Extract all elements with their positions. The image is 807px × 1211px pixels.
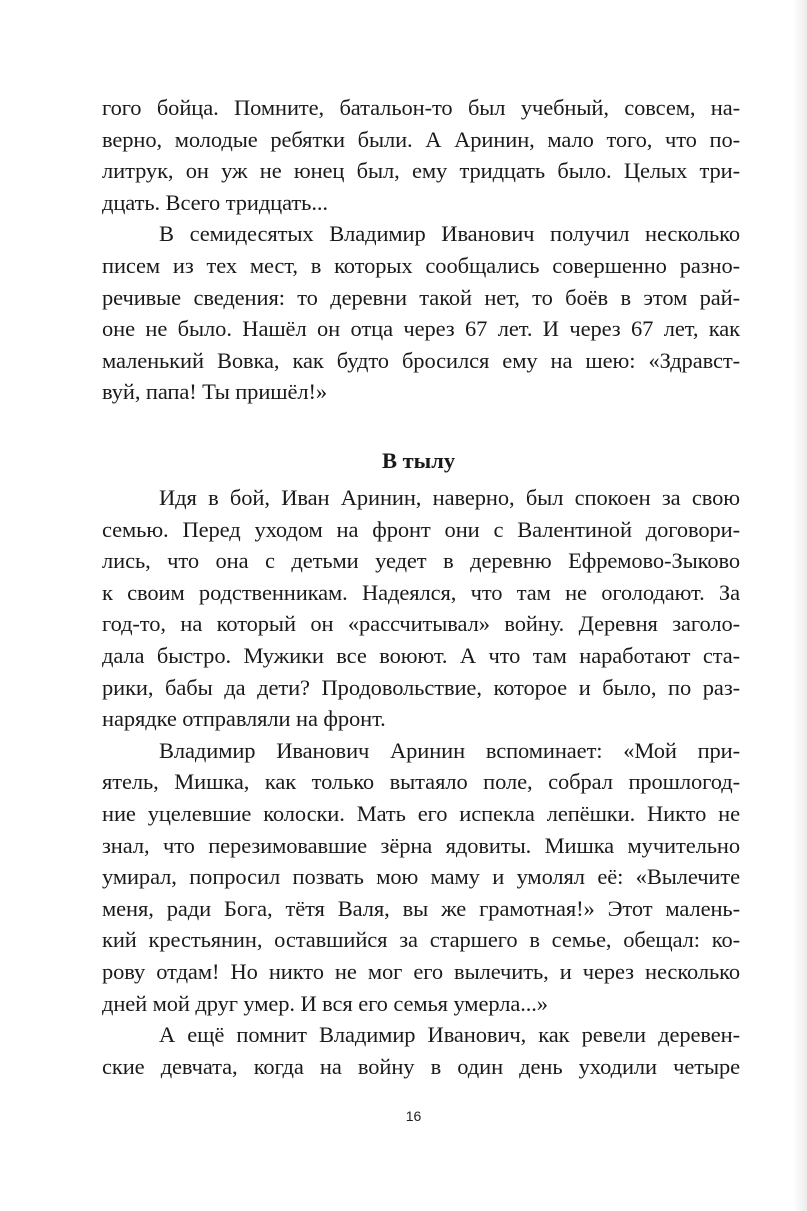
text-line: лись, что она с детьми уедет в деревню Ефремово-Зыково xyxy=(102,548,740,574)
text-block-bottom xyxy=(102,482,740,1082)
text-line: ские девчата, когда на войну в один день уходили четыре xyxy=(102,1053,740,1079)
text-line: кий крестьянин, оставшийся за старшего в семье, обещал: ко- xyxy=(102,927,740,953)
text-line: знал, что перезимовавшие зёрна ядовиты. Мишка мучительно xyxy=(102,832,740,858)
text-line: гого бойца. Помните, батальон-то был учебный, совсем, на- xyxy=(102,95,740,120)
text-line: Идя в бой, Иван Аринин, наверно, был спокоен за свою xyxy=(159,485,740,510)
text-line: дней мой друг умер. И вся его семья умерла...» xyxy=(102,990,548,1016)
text-line: речивые сведения: то деревни такой нет, то боёв в этом рай- xyxy=(102,284,740,310)
text-line: вуй, папа! Ты пришёл!» xyxy=(102,379,328,405)
text-line: литрук, он уж не юнец был, ему тридцать было. Целых три- xyxy=(102,158,740,184)
section-heading: В тылу xyxy=(381,448,456,473)
text-line: нарядке отправляли на фронт. xyxy=(102,706,386,732)
paragraph-5 xyxy=(102,1019,740,1082)
paragraph-4 xyxy=(102,735,740,1019)
paragraph-1 xyxy=(102,92,740,218)
text-line: оне не было. Нашёл он отца через 67 лет. И через 67 лет, как xyxy=(102,316,740,342)
text-line: ние уцелевшие колоски. Мать его испекла лепёшки. Никто не xyxy=(102,800,740,826)
text-block-top xyxy=(102,92,740,408)
text-line: год-то, на который он «рассчитывал» войну. Деревня заголо- xyxy=(102,611,740,637)
page-edge-shadow xyxy=(793,0,807,1211)
text-line: верно, молодые ребятки были. А Аринин, мало того, что по- xyxy=(102,126,740,152)
text-line: семью. Перед уходом на фронт они с Валентиной договори- xyxy=(102,516,740,542)
paragraph-2 xyxy=(102,218,740,408)
text-line: писем из тех мест, в которых сообщались совершенно разно- xyxy=(102,252,740,278)
text-line: дала быстро. Мужики все воюют. А что там наработают ста- xyxy=(102,642,740,668)
text-line: Владимир Иванович Аринин вспоминает: «Мой при- xyxy=(159,737,740,763)
paragraph-3 xyxy=(102,482,740,735)
text-line: маленький Вовка, как будто бросился ему на шею: «Здравст- xyxy=(102,347,740,373)
text-line: к своим родственникам. Надеялся, что там не оголодают. За xyxy=(102,579,740,605)
text-line: умирал, попросил позвать мою маму и умолял её: «Вылечите xyxy=(102,864,740,890)
text-line: В семидесятых Владимир Иванович получил несколько xyxy=(159,221,740,247)
text-line: А ещё помнит Владимир Иванович, как ревели деревен- xyxy=(159,1022,740,1048)
page-number: 16 xyxy=(405,1108,422,1124)
text-line: рики, бабы да дети? Продовольствие, которое и было, по раз- xyxy=(102,674,740,700)
text-line: меня, ради Бога, тётя Валя, вы же грамотная!» Этот малень- xyxy=(102,895,740,921)
text-line: рову отдам! Но никто не мог его вылечить, и через несколько xyxy=(102,958,740,984)
text-line: ятель, Мишка, как только вытаяло поле, собрал прошлогод- xyxy=(102,769,740,795)
text-line: дцать. Всего тридцать... xyxy=(102,189,328,215)
